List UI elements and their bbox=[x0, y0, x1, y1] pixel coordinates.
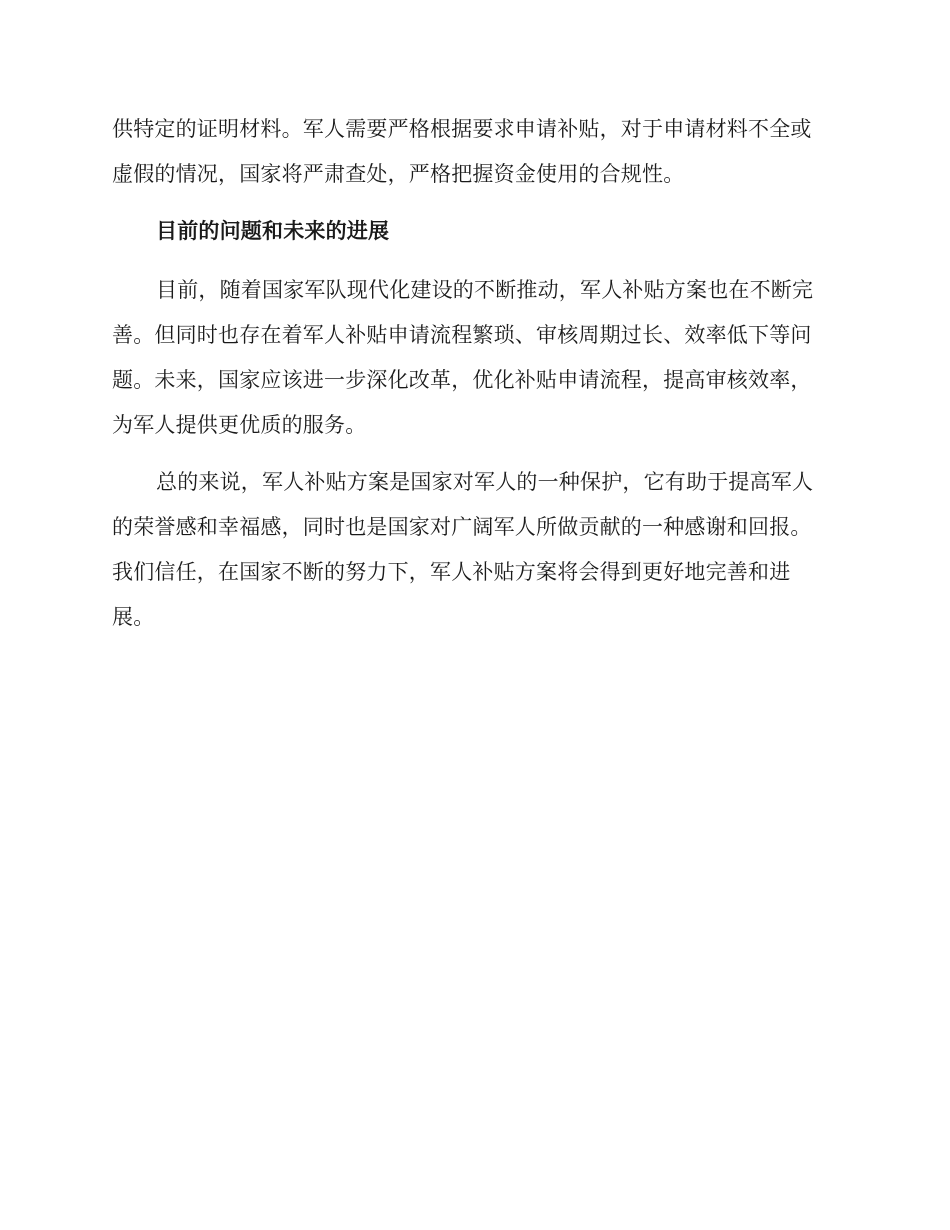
paragraph-line: 题。未来，国家应该进一步深化改革，优化补贴申请流程，提高审核效率， bbox=[112, 368, 812, 392]
paragraph-line: 供特定的证明材料。军人需要严格根据要求申请补贴，对于申请材料不全或 bbox=[112, 117, 812, 141]
paragraph-line: 我们信任，在国家不断的努力下，军人补贴方案将会得到更好地完善和进 bbox=[112, 560, 791, 584]
summary-paragraph bbox=[112, 465, 832, 645]
paragraph-line: 虚假的情况，国家将严肃查处，严格把握资金使用的合规性。 bbox=[112, 162, 685, 186]
intro-paragraph bbox=[112, 112, 832, 202]
section-heading-block bbox=[112, 214, 832, 259]
paragraph-line: 展。 bbox=[112, 605, 155, 629]
paragraph-line: 的荣誉感和幸福感，同时也是国家对广阔军人所做贡献的一种感谢和回报。 bbox=[112, 515, 812, 539]
current-issues-paragraph bbox=[112, 273, 832, 453]
section-heading: 目前的问题和未来的进展 bbox=[156, 219, 390, 243]
paragraph-line: 目前，随着国家军队现代化建设的不断推动，军人补贴方案也在不断完 bbox=[156, 278, 814, 302]
document-page bbox=[112, 112, 832, 645]
paragraph-line: 总的来说，军人补贴方案是国家对军人的一种保护，它有助于提高军人 bbox=[156, 470, 814, 494]
paragraph-line: 为军人提供更优质的服务。 bbox=[112, 413, 367, 437]
paragraph-line: 善。但同时也存在着军人补贴申请流程繁琐、审核周期过长、效率低下等问 bbox=[112, 323, 812, 347]
